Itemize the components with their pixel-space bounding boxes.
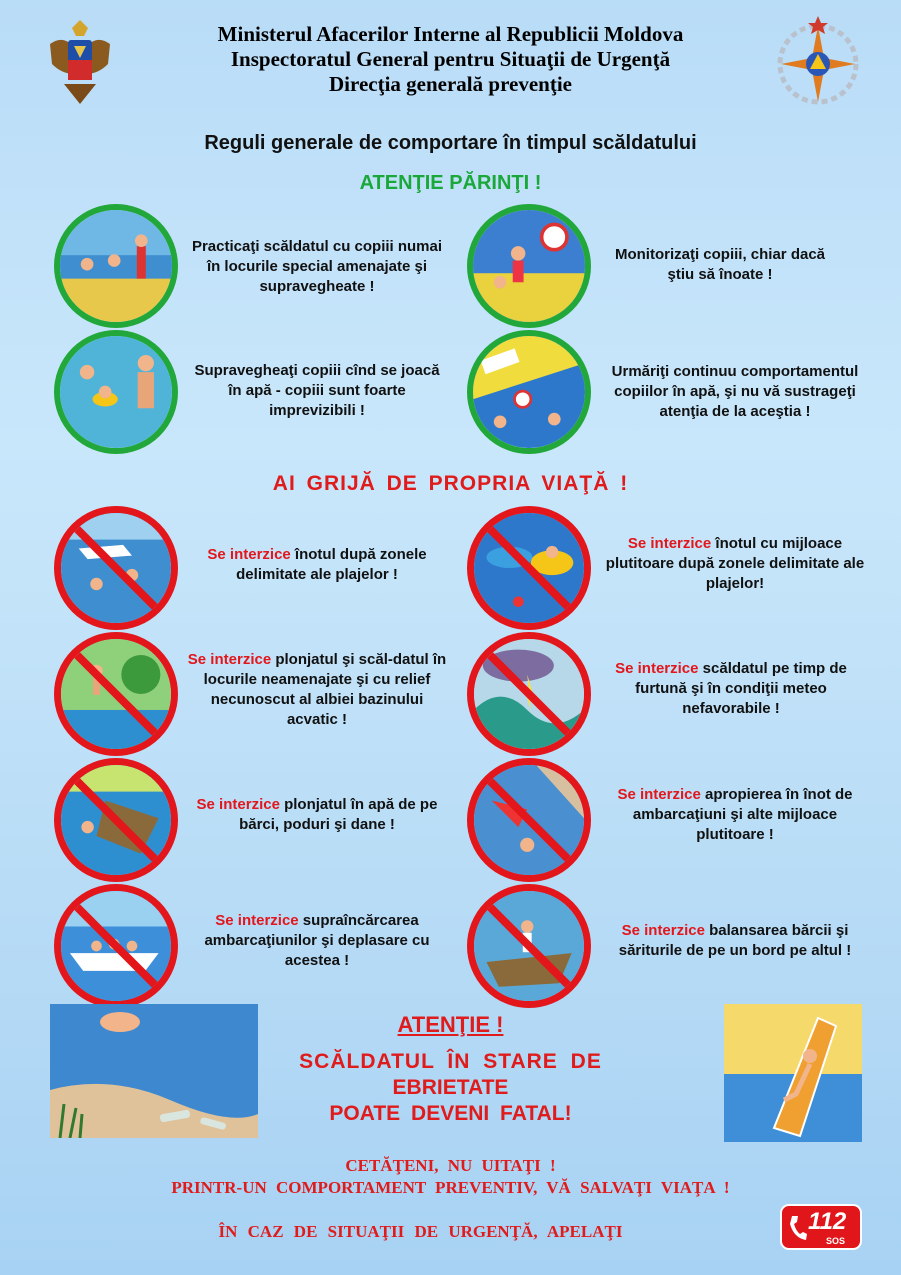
prohibition-rest: scăldatul pe timp de furtună şi în condiţii meteo nefavorabile ! (635, 660, 847, 717)
prohibition-prefix: Se interzice (215, 912, 299, 929)
prohibition-rest: balansarea bărcii şi săriturile de pe un bord pe altul ! (618, 922, 852, 959)
prohibition-text-3 (186, 648, 448, 732)
header-ministry: Ministerul Afacerilor Interne al Republicii Moldova (217, 22, 684, 46)
prohibition-rest: înotul cu mijloace plutitoare după zonele delimitate ale plajelor! (605, 535, 865, 592)
prohibition-rest: apropierea în înot de ambarcaţiuni şi alte mijloace plutitoare ! (632, 786, 853, 843)
parents-heading: ATENŢIE PĂRINŢI ! (359, 172, 542, 194)
sos-label: SOS (826, 1236, 846, 1246)
footer-line-2: PRINTR-UN COMPORTAMENT PREVENTIV, VĂ SALVAŢI VIAŢA ! (171, 1178, 730, 1197)
prohibition-text-4 (600, 656, 862, 722)
prohibition-swim-storm (467, 632, 591, 756)
warning-line-2: EBRIETATE (392, 1076, 509, 1099)
prohibition-prefix: Se interzice (196, 796, 280, 813)
illustration-children-playing-water (54, 330, 178, 454)
parents-rule-1: Practicaţi scăldatul cu copiii numai în locurile special amenajate şi supravegheate ! (191, 238, 443, 295)
prohibition-prefix: Se interzice (617, 786, 701, 803)
prohibition-prefix: Se interzice (627, 535, 712, 552)
illustration-monitor-children (467, 204, 591, 328)
footer-line-3: ÎN CAZ DE SITUAŢII DE URGENŢĂ, APELAŢI (218, 1222, 623, 1241)
own-life-heading: AI GRIJĂ DE PROPRIA VIAŢĂ ! (272, 472, 629, 495)
prohibition-overload-boats (54, 884, 178, 1008)
sos-112-badge (780, 1204, 862, 1250)
page-title: Reguli generale de comportare în timpul scăldatului (204, 132, 697, 154)
illustration-beach-supervised (54, 204, 178, 328)
prohibition-text-2 (604, 522, 866, 606)
prohibition-dive-from-boats (54, 758, 178, 882)
illustration-children-in-water (467, 330, 591, 454)
header-inspectorate: Inspectoratul General pentru Situaţii de Urgenţă (230, 47, 671, 71)
footer-line-1: CETĂŢENI, NU UITAŢI ! (345, 1156, 556, 1175)
prohibition-text-1 (186, 532, 448, 598)
parents-rule-4: Urmăriţi continuu comportamentul copiilor în apă, şi nu vă sustrageţi atenţia de la aceştia ! (611, 363, 859, 420)
prohibition-floating-beyond-zone (467, 506, 591, 630)
warning-line-1: SCĂLDATUL ÎN STARE DE (299, 1050, 602, 1073)
sos-number: 112 (808, 1208, 847, 1235)
prohibition-prefix: Se interzice (187, 651, 272, 668)
prohibition-text-7 (186, 908, 448, 974)
prohibition-prefix: Se interzice (207, 546, 291, 563)
warning-line-3: POATE DEVENI FATAL! (329, 1102, 572, 1125)
parents-rule-2: Monitorizaţi copiii, chiar dacă ştiu să înoate ! (614, 246, 826, 283)
prohibition-text-6 (604, 782, 866, 848)
prohibition-approach-boats (467, 758, 591, 882)
prohibition-rest: supraîncărcarea ambarcaţiunilor şi deplasare cu acestea ! (204, 912, 430, 969)
prohibition-rest: plonjatul şi scăl-datul în locurile neamenajate şi cu relief necunoscut al albiei bazinului acvatic ! (203, 651, 447, 728)
prohibition-rest: plonjatul în apă de pe bărci, poduri şi dane ! (239, 796, 438, 833)
prohibition-text-5 (186, 792, 448, 838)
prohibition-rock-boat (467, 884, 591, 1008)
prohibition-prefix: Se interzice (621, 922, 705, 939)
parents-rule-3: Supravegheaţi copiii cînd se joacă în apă - copiii sunt foarte imprevizibili ! (194, 362, 440, 419)
warning-heading: ATENŢIE ! (397, 1012, 504, 1037)
phone-icon (788, 1214, 808, 1242)
prohibition-rest: înotul după zonele delimitate ale plajelor ! (236, 546, 427, 583)
prohibition-dive-unknown-place (54, 632, 178, 756)
header-directorate: Direcţia generală prevenţie (329, 72, 572, 96)
prohibition-prefix: Se interzice (615, 660, 699, 677)
prohibition-text-8 (604, 908, 866, 974)
prohibition-swim-beyond-zone (54, 506, 178, 630)
